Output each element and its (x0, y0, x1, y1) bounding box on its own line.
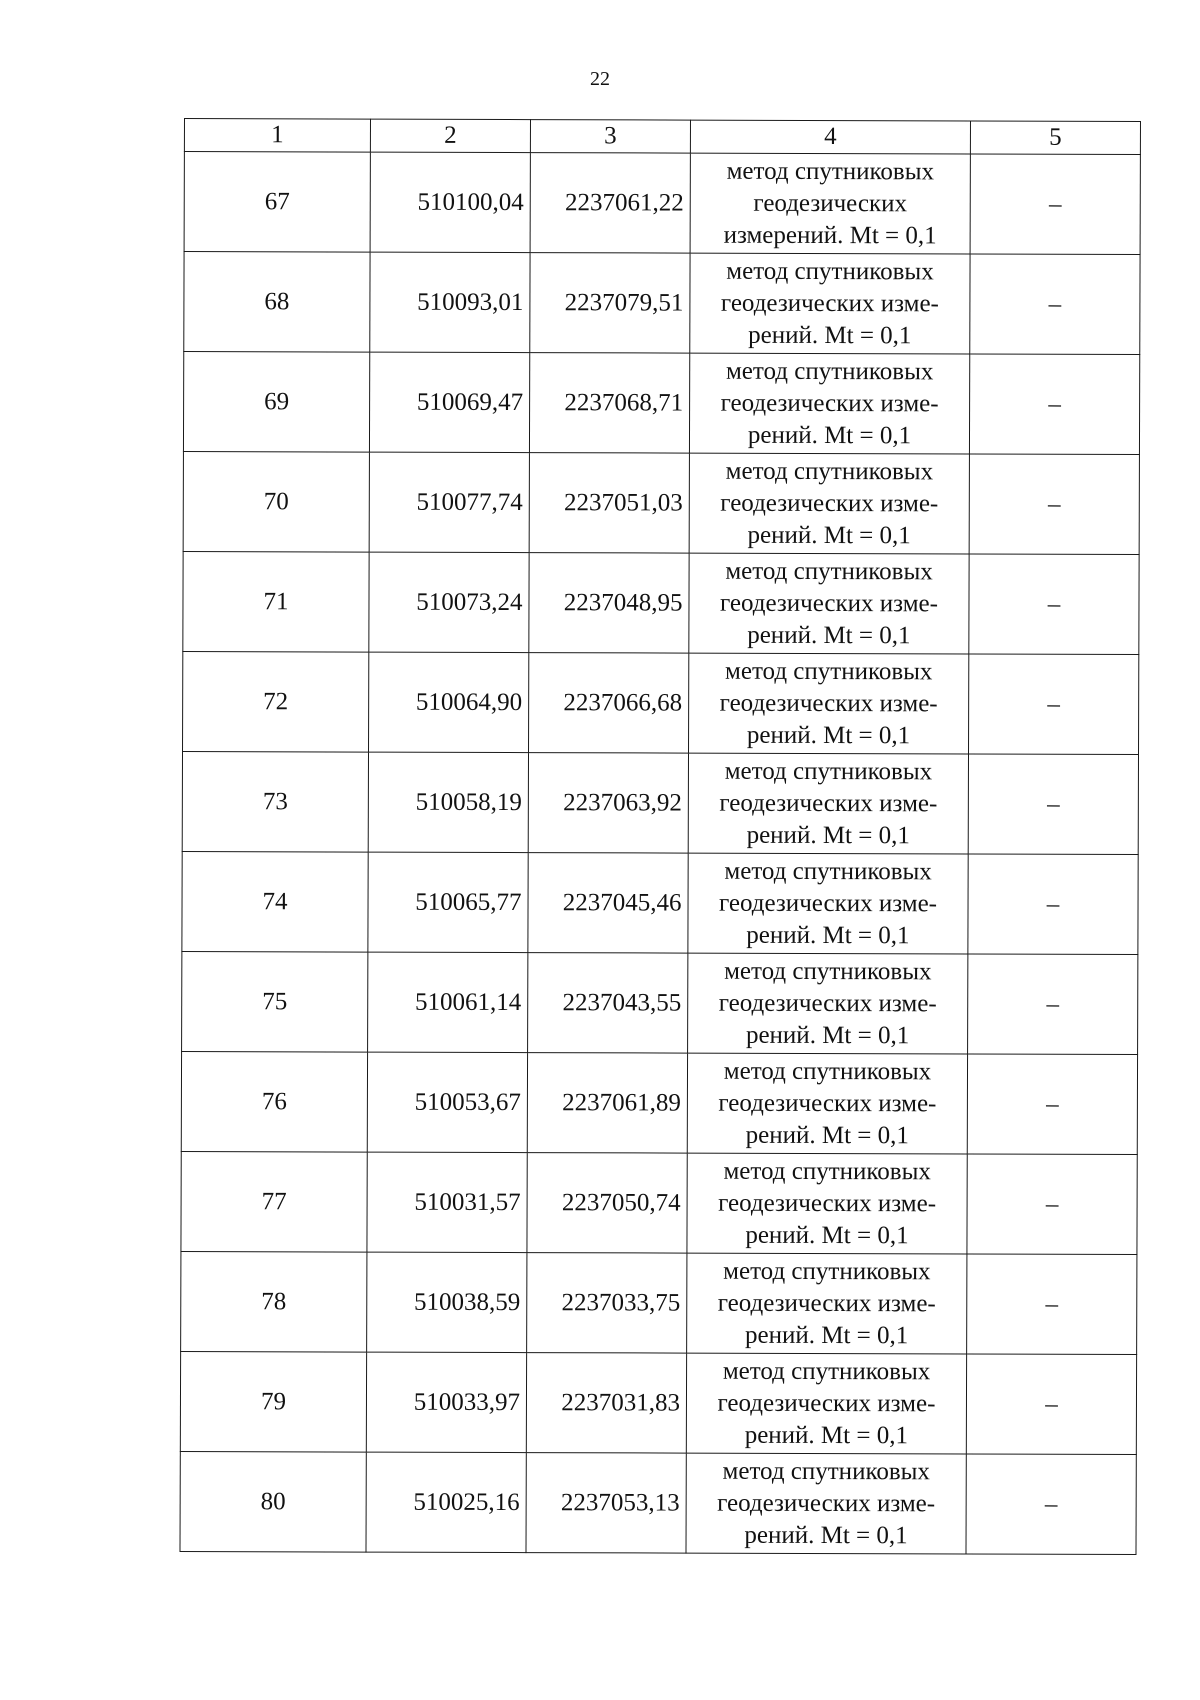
method-line: рений. Mt = 0,1 (745, 1121, 909, 1149)
header-col-3: 3 (530, 120, 690, 154)
header-row (184, 119, 1140, 155)
x-coordinate-cell: 510100,04 (370, 152, 530, 253)
point-number-cell: 74 (182, 851, 368, 952)
note-cell: – (968, 754, 1138, 855)
point-number-cell: 68 (184, 252, 370, 353)
y-coordinate-cell: 2237061,22 (530, 153, 690, 254)
method-line: метод спутниковых (723, 1157, 931, 1185)
point-number-cell: 77 (181, 1151, 367, 1252)
method-cell (686, 1353, 966, 1454)
method-line: метод спутниковых (724, 857, 932, 885)
header-col-4: 4 (690, 120, 970, 154)
header-col-1: 1 (184, 119, 370, 153)
note-cell: – (969, 654, 1139, 755)
method-line: геодезических изме- (719, 689, 938, 717)
method-cell (688, 953, 968, 1054)
table-row (180, 1351, 1136, 1454)
method-cell (688, 753, 968, 854)
method-cell (687, 1153, 967, 1254)
y-coordinate-cell: 2237068,71 (529, 353, 689, 454)
note-cell: – (966, 1354, 1136, 1455)
note-cell: – (966, 1454, 1136, 1555)
method-line: метод спутниковых (726, 257, 934, 285)
method-line: геодезических изме- (719, 789, 938, 817)
header-col-2: 2 (370, 119, 530, 153)
x-coordinate-cell: 510058,19 (368, 752, 528, 853)
y-coordinate-cell: 2237051,03 (529, 453, 689, 554)
x-coordinate-cell: 510053,67 (367, 1052, 527, 1153)
point-number-cell: 73 (182, 751, 368, 852)
y-coordinate-cell: 2237048,95 (529, 553, 689, 654)
y-coordinate-cell: 2237061,89 (527, 1053, 687, 1154)
y-coordinate-cell: 2237043,55 (528, 953, 688, 1054)
method-cell (686, 1453, 966, 1554)
point-number-cell: 71 (183, 551, 369, 652)
table-row (184, 252, 1140, 355)
note-cell: – (969, 554, 1139, 655)
method-line: рений. Mt = 0,1 (748, 321, 912, 349)
note-cell: – (970, 154, 1140, 255)
method-line: метод спутниковых (725, 357, 934, 385)
page-number: 22 (590, 68, 610, 90)
method-line: метод спутниковых (723, 1257, 931, 1285)
method-cell (688, 853, 968, 954)
table-row (182, 851, 1138, 954)
table-body (180, 152, 1140, 1555)
header-col-5: 5 (970, 121, 1140, 155)
note-cell: – (967, 1154, 1137, 1255)
method-cell (690, 153, 970, 254)
method-cell (687, 1053, 967, 1154)
x-coordinate-cell: 510073,24 (369, 552, 529, 653)
x-coordinate-cell: 510077,74 (369, 452, 529, 553)
method-line: рений. Mt = 0,1 (744, 1321, 909, 1349)
x-coordinate-cell: 510065,77 (368, 852, 528, 953)
method-line: рений. Mt = 0,1 (746, 721, 911, 749)
method-line: геодезических изме- (718, 889, 938, 917)
method-cell (689, 453, 969, 554)
method-line: рений. Mt = 0,1 (746, 921, 910, 949)
method-cell (689, 353, 969, 454)
table-row (183, 352, 1139, 455)
method-line: метод спутниковых (722, 1357, 931, 1385)
x-coordinate-cell: 510069,47 (369, 352, 529, 453)
method-line: метод спутниковых (725, 557, 933, 585)
method-line: геодезических изме- (718, 1089, 937, 1117)
method-line: геодезических изме- (718, 1189, 937, 1217)
y-coordinate-cell: 2237031,83 (526, 1353, 686, 1454)
note-cell: – (967, 1054, 1137, 1155)
method-line: метод спутниковых (725, 457, 934, 485)
x-coordinate-cell: 510064,90 (369, 652, 529, 753)
table-row (181, 1051, 1137, 1154)
method-line: измерений. Mt = 0,1 (723, 221, 937, 249)
x-coordinate-cell: 510061,14 (368, 952, 528, 1053)
y-coordinate-cell: 2237045,46 (528, 853, 688, 954)
method-line: геодезических изме- (717, 1489, 936, 1517)
table-row (183, 651, 1139, 754)
method-line: метод спутниковых (723, 1057, 932, 1085)
method-line: метод спутниковых (724, 957, 932, 985)
method-line: геодезических изме- (720, 389, 939, 417)
method-line: рений. Mt = 0,1 (747, 521, 911, 549)
x-coordinate-cell: 510093,01 (370, 252, 530, 353)
y-coordinate-cell: 2237050,74 (527, 1153, 687, 1254)
point-number-cell: 80 (180, 1451, 366, 1552)
method-cell (689, 553, 969, 654)
method-line: геодезических изме- (718, 989, 937, 1017)
point-number-cell: 75 (182, 951, 368, 1052)
method-cell (689, 653, 969, 754)
table-row (180, 1451, 1136, 1554)
table-row (184, 152, 1140, 255)
table-row (182, 751, 1138, 854)
point-number-cell: 79 (180, 1351, 366, 1452)
y-coordinate-cell: 2237033,75 (527, 1253, 687, 1354)
coordinates-table (179, 118, 1141, 1555)
point-number-cell: 72 (183, 651, 369, 752)
x-coordinate-cell: 510038,59 (367, 1252, 527, 1353)
point-number-cell: 78 (181, 1251, 367, 1352)
x-coordinate-cell: 510031,57 (367, 1152, 527, 1253)
method-line: метод спутниковых (725, 657, 933, 685)
method-line: геодезических изме- (720, 489, 939, 517)
point-number-cell: 69 (183, 352, 369, 453)
note-cell: – (967, 1254, 1137, 1355)
method-line: геодезических (753, 189, 908, 217)
note-cell: – (968, 954, 1138, 1055)
method-line: рений. Mt = 0,1 (744, 1421, 909, 1449)
point-number-cell: 76 (181, 1051, 367, 1152)
point-number-cell: 67 (184, 152, 370, 253)
table-header (184, 119, 1140, 155)
table-row (182, 951, 1138, 1054)
method-line: рений. Mt = 0,1 (745, 1221, 909, 1249)
y-coordinate-cell: 2237079,51 (530, 253, 690, 354)
table-row (183, 551, 1139, 654)
method-line: метод спутниковых (722, 1457, 930, 1485)
method-line: рений. Mt = 0,1 (747, 421, 912, 449)
method-line: геодезических изме- (720, 289, 939, 317)
method-line: метод спутниковых (726, 157, 935, 185)
method-line: рений. Mt = 0,1 (747, 621, 911, 649)
method-line: геодезических изме- (717, 1389, 936, 1417)
x-coordinate-cell: 510025,16 (366, 1452, 526, 1553)
method-line: геодезических изме- (719, 589, 939, 617)
method-cell (690, 253, 970, 354)
x-coordinate-cell: 510033,97 (366, 1352, 526, 1453)
y-coordinate-cell: 2237053,13 (526, 1453, 686, 1554)
table-row (183, 451, 1139, 554)
point-number-cell: 70 (183, 451, 369, 552)
method-line: геодезических изме- (717, 1289, 936, 1317)
method-line: метод спутниковых (724, 757, 933, 785)
table-row (181, 1251, 1137, 1354)
method-line: рений. Mt = 0,1 (746, 821, 910, 849)
note-cell: – (968, 854, 1138, 955)
method-line: рений. Mt = 0,1 (744, 1521, 908, 1549)
table-row (181, 1151, 1137, 1254)
y-coordinate-cell: 2237066,68 (529, 653, 689, 754)
method-cell (687, 1253, 967, 1354)
y-coordinate-cell: 2237063,92 (528, 753, 688, 854)
note-cell: – (969, 354, 1139, 455)
method-line: рений. Mt = 0,1 (745, 1021, 910, 1049)
note-cell: – (969, 454, 1139, 555)
note-cell: – (970, 254, 1140, 355)
